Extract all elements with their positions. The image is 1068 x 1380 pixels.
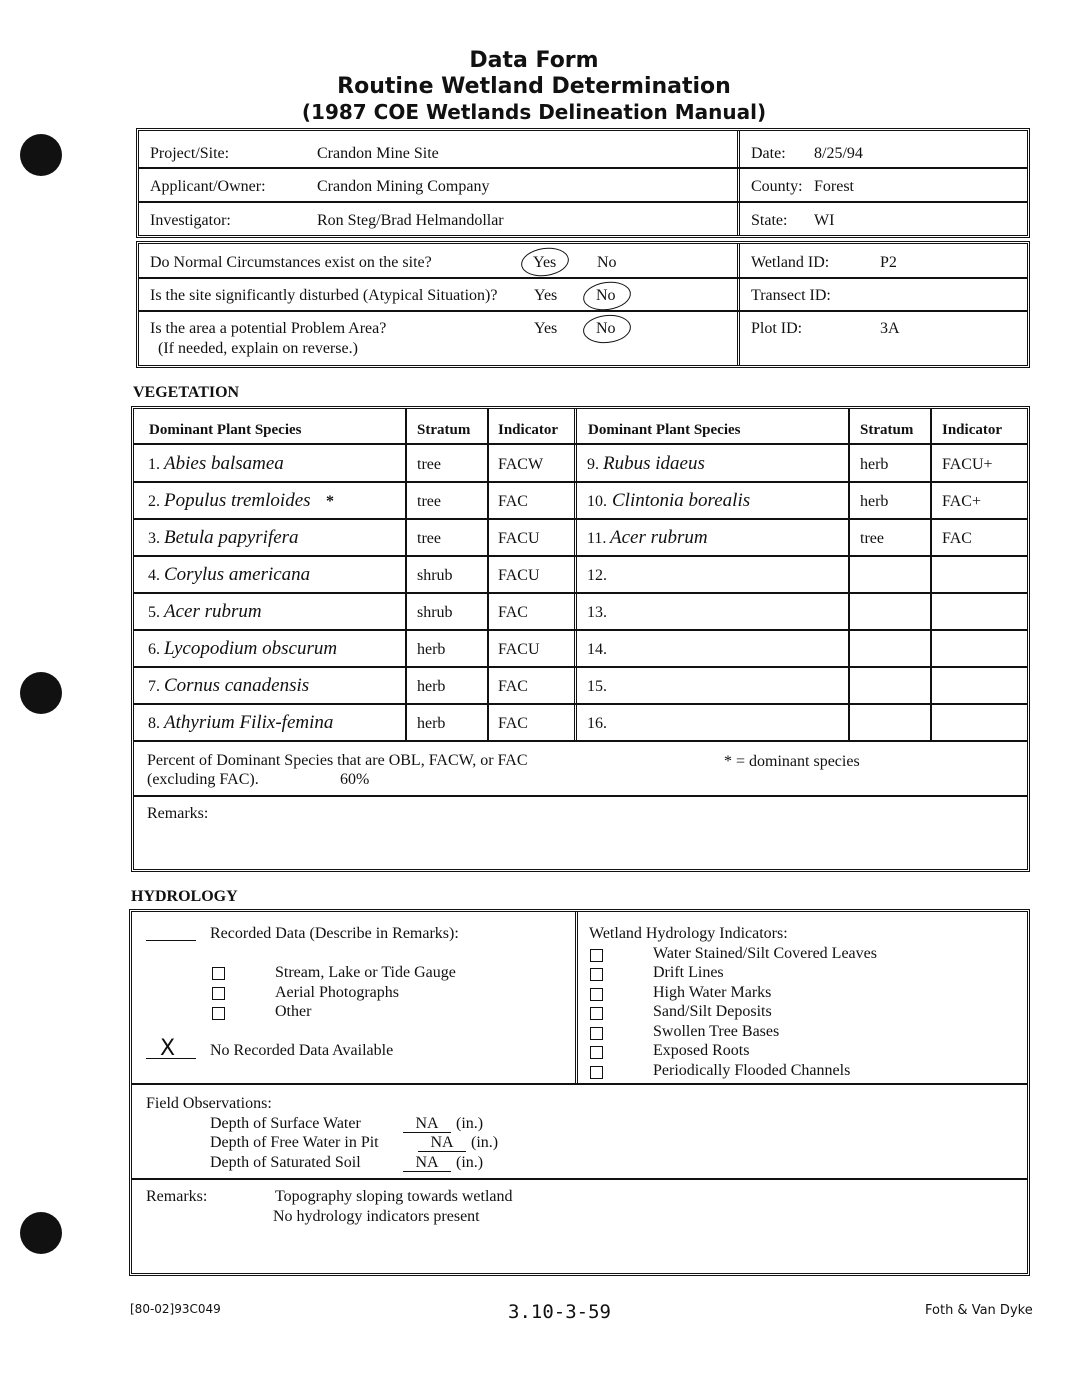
dominant-mark: * (326, 493, 334, 510)
state-value: WI (814, 212, 835, 229)
stratum: shrub (417, 567, 453, 584)
indicator-label: Periodically Flooded Channels (653, 1062, 851, 1079)
row-num: 7. (148, 678, 160, 695)
indicator-checkbox[interactable] (590, 1066, 603, 1079)
recorded-data-blank (146, 940, 196, 941)
q2-no: No (596, 287, 616, 304)
species-name: Betula papyrifera (164, 527, 299, 548)
vegetation-remarks-label: Remarks: (147, 805, 209, 822)
row-num: 10. (587, 493, 607, 510)
col-species-right: Dominant Plant Species (588, 422, 741, 438)
indicator-checkbox[interactable] (590, 988, 603, 1001)
species-name: Athyrium Filix-femina (164, 712, 334, 733)
indicator: FAC (498, 715, 528, 732)
species-name: Rubus idaeus (603, 453, 705, 474)
row-num: 3. (148, 530, 160, 547)
stratum: tree (417, 456, 441, 473)
plot-id-label: Plot ID: (751, 320, 803, 337)
row-num: 11. (587, 530, 607, 547)
indicator-checkbox[interactable] (590, 1007, 603, 1020)
form-subtitle: Routine Wetland Determination (337, 74, 731, 99)
species-name: Corylus americana (164, 564, 311, 585)
indicator-checkbox[interactable] (590, 1046, 603, 1059)
species-name: Clintonia borealis (612, 490, 751, 511)
field-obs-title: Field Observations: (146, 1095, 272, 1112)
applicant-label: Applicant/Owner: (150, 178, 266, 195)
indicator-label: High Water Marks (653, 984, 772, 1001)
stratum: herb (860, 456, 889, 473)
county-label: County: (751, 178, 803, 195)
aerial-photos-label: Aerial Photographs (275, 984, 399, 1001)
indicator: FAC+ (942, 493, 981, 510)
indicator-label: Exposed Roots (653, 1042, 750, 1059)
stratum: herb (417, 678, 446, 695)
question-normal-circumstances: Do Normal Circumstances exist on the site? (150, 254, 432, 271)
indicator: FAC (498, 604, 528, 621)
percent-label-excluding: (excluding FAC). (147, 771, 259, 788)
indicator-label: Drift Lines (653, 964, 724, 981)
surface-water-unit: (in.) (456, 1115, 484, 1132)
footer-doc-code: [80-02]93C049 (130, 1302, 221, 1316)
col-stratum-left: Stratum (417, 422, 471, 438)
stratum: tree (417, 530, 441, 547)
hydrology-remarks-line1: Topography sloping towards wetland (275, 1188, 513, 1205)
row-num: 9. (587, 456, 599, 473)
q3-no: No (596, 320, 616, 337)
date-label: Date: (751, 145, 786, 162)
aerial-photos-checkbox[interactable] (212, 987, 225, 1000)
applicant-value: Crandon Mining Company (317, 178, 490, 195)
punch-hole-middle (20, 672, 62, 714)
species-name: Cornus canadensis (164, 675, 310, 696)
row-num: 2. (148, 493, 160, 510)
percent-value: 60% (340, 771, 370, 788)
transect-id-label: Transect ID: (751, 287, 831, 304)
col-stratum-right: Stratum (860, 422, 914, 438)
indicator: FACU+ (942, 456, 993, 473)
free-water-value: NA (418, 1134, 466, 1152)
species-name: Lycopodium obscurum (164, 638, 338, 659)
punch-hole-bottom (20, 1212, 62, 1254)
dominant-legend: * = dominant species (724, 753, 860, 770)
project-value: Crandon Mine Site (317, 145, 439, 162)
no-recorded-mark: X (160, 1036, 176, 1061)
stratum: tree (860, 530, 884, 547)
hydrology-box (129, 909, 1030, 1276)
punch-hole-top (20, 134, 62, 176)
indicator-label: Swollen Tree Bases (653, 1023, 780, 1040)
row-num: 16. (587, 715, 607, 732)
date-value: 8/25/94 (814, 145, 863, 162)
county-value: Forest (814, 178, 854, 195)
stratum: herb (860, 493, 889, 510)
hydrology-remarks-label: Remarks: (146, 1188, 208, 1205)
indicator-checkbox[interactable] (590, 968, 603, 981)
indicator: FAC (498, 678, 528, 695)
indicator: FACU (498, 530, 540, 547)
other-label: Other (275, 1003, 312, 1020)
question-disturbed: Is the site significantly disturbed (Atypical Situation)? (150, 287, 498, 304)
row-num: 6. (148, 641, 160, 658)
surface-water-label: Depth of Surface Water (210, 1115, 361, 1132)
indicator: FAC (498, 493, 528, 510)
other-checkbox[interactable] (212, 1007, 225, 1020)
investigator-value: Ron Steg/Brad Helmandollar (317, 212, 504, 229)
free-water-label: Depth of Free Water in Pit (210, 1134, 379, 1151)
col-indicator-left: Indicator (498, 422, 558, 438)
col-species-left: Dominant Plant Species (149, 422, 302, 438)
stream-gauge-label: Stream, Lake or Tide Gauge (275, 964, 456, 981)
footer-page-number: 3.10-3-59 (508, 1301, 611, 1323)
state-label: State: (751, 212, 788, 229)
investigator-label: Investigator: (150, 212, 231, 229)
indicator-label: Water Stained/Silt Covered Leaves (653, 945, 877, 962)
q1-no: No (597, 254, 617, 271)
problem-area-note: (If needed, explain on reverse.) (158, 340, 358, 357)
footer-company: Foth & Van Dyke (925, 1303, 1033, 1318)
hydrology-heading: HYDROLOGY (131, 888, 238, 905)
stream-gauge-checkbox[interactable] (212, 967, 225, 980)
indicator: FACW (498, 456, 544, 473)
wetland-id-value: P2 (880, 254, 897, 271)
indicators-title: Wetland Hydrology Indicators: (589, 925, 788, 942)
free-water-unit: (in.) (471, 1134, 499, 1151)
row-num: 4. (148, 567, 160, 584)
project-label: Project/Site: (150, 145, 230, 162)
row-num: 13. (587, 604, 607, 621)
percent-label: Percent of Dominant Species that are OBL, FACW, or FAC (147, 752, 528, 769)
indicator-checkbox[interactable] (590, 949, 603, 962)
row-num: 1. (148, 456, 160, 473)
species-name: Populus tremloides (164, 490, 311, 511)
species-name: Acer rubrum (610, 527, 708, 548)
hydrology-remarks-line2: No hydrology indicators present (273, 1208, 480, 1225)
recorded-data-label: Recorded Data (Describe in Remarks): (210, 925, 459, 942)
species-name: Abies balsamea (164, 453, 284, 474)
indicator-label: Sand/Silt Deposits (653, 1003, 772, 1020)
form-title: Data Form (469, 48, 599, 73)
row-num: 15. (587, 678, 607, 695)
species-name: Acer rubrum (164, 601, 262, 622)
saturated-soil-label: Depth of Saturated Soil (210, 1154, 361, 1171)
stratum: herb (417, 715, 446, 732)
surface-water-value: NA (403, 1115, 451, 1133)
wetland-id-label: Wetland ID: (751, 254, 830, 271)
stratum: tree (417, 493, 441, 510)
q1-yes: Yes (533, 254, 557, 271)
stratum: herb (417, 641, 446, 658)
no-recorded-label: No Recorded Data Available (210, 1042, 394, 1059)
vegetation-heading: VEGETATION (133, 384, 240, 401)
saturated-soil-value: NA (403, 1154, 451, 1172)
saturated-soil-unit: (in.) (456, 1154, 484, 1171)
indicator: FACU (498, 567, 540, 584)
row-num: 8. (148, 715, 160, 732)
stratum: shrub (417, 604, 453, 621)
q2-yes: Yes (534, 287, 558, 304)
q3-yes: Yes (534, 320, 558, 337)
form-manual: (1987 COE Wetlands Delineation Manual) (301, 100, 767, 124)
col-indicator-right: Indicator (942, 422, 1002, 438)
plot-id-value: 3A (880, 320, 900, 337)
indicator: FACU (498, 641, 540, 658)
indicator: FAC (942, 530, 972, 547)
row-num: 12. (587, 567, 607, 584)
site-info-box (136, 128, 1030, 238)
question-problem-area: Is the area a potential Problem Area? (150, 320, 387, 337)
row-num: 14. (587, 641, 607, 658)
indicator-checkbox[interactable] (590, 1027, 603, 1040)
row-num: 5. (148, 604, 160, 621)
